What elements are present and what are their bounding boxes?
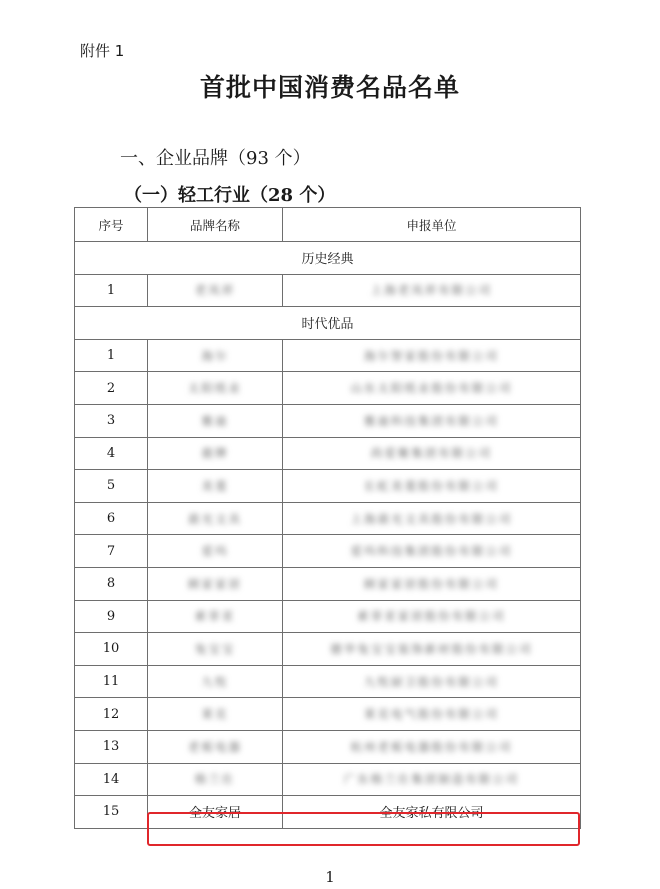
row-brand	[148, 502, 283, 535]
highlight-box	[147, 812, 580, 846]
attachment-label: 附件 1	[80, 42, 125, 60]
unit-name: 尚爱聚集团有限公司	[370, 446, 493, 461]
row-unit	[283, 665, 581, 698]
category-row-modern	[75, 307, 581, 340]
table-header-row	[75, 208, 581, 242]
table-row	[75, 339, 581, 372]
row-no: 9	[75, 600, 148, 633]
row-brand	[148, 339, 283, 372]
unit-name: 索菲亚家居股份有限公司	[357, 609, 506, 624]
unit-name: 杭州老板电器股份有限公司	[350, 739, 513, 754]
table-row	[75, 730, 581, 763]
unit-name: 广东格兰仕集团制造有限公司	[343, 772, 520, 787]
section-heading: 一、企业品牌（93 个）	[120, 148, 311, 169]
brand-name: 鹿牌	[201, 446, 229, 461]
row-no: 1	[75, 339, 148, 372]
table-row	[75, 763, 581, 796]
row-no: 15	[75, 796, 148, 829]
table-row	[75, 535, 581, 568]
table-row	[75, 372, 581, 405]
row-no: 8	[75, 567, 148, 600]
brand-list-table	[74, 207, 581, 829]
table-row	[75, 567, 581, 600]
subsection-heading: （一）轻工行业（28 个）	[124, 185, 336, 206]
row-brand	[148, 535, 283, 568]
row-no: 7	[75, 535, 148, 568]
row-no: 3	[75, 404, 148, 437]
row-no: 13	[75, 730, 148, 763]
header-unit: 申报单位	[283, 208, 581, 242]
row-unit	[283, 339, 581, 372]
page-number: 1	[325, 868, 335, 886]
brand-name: 莱克	[201, 707, 229, 722]
row-no: 1	[75, 274, 148, 307]
unit-name: 雅迪科技集团有限公司	[364, 413, 499, 428]
row-no: 6	[75, 502, 148, 535]
table-row	[75, 437, 581, 470]
row-unit	[283, 372, 581, 405]
unit-name: 九牧厨卫股份有限公司	[364, 674, 499, 689]
unit-name: 上海老凤祥有限公司	[370, 283, 493, 298]
category-row-history	[75, 242, 581, 275]
row-unit	[283, 437, 581, 470]
row-brand: 全友家居	[148, 796, 283, 829]
row-unit	[283, 730, 581, 763]
table-row	[75, 600, 581, 633]
row-no: 11	[75, 665, 148, 698]
row-brand	[148, 372, 283, 405]
brand-name: 老凤祥	[194, 283, 236, 298]
table-row	[75, 502, 581, 535]
row-unit	[283, 502, 581, 535]
row-brand	[148, 730, 283, 763]
header-brand: 品牌名称	[148, 208, 283, 242]
unit-name: 海尔智家股份有限公司	[364, 348, 499, 363]
row-unit	[283, 470, 581, 503]
brand-name: 美菱	[201, 478, 229, 493]
row-unit	[283, 404, 581, 437]
row-no: 2	[75, 372, 148, 405]
header-no: 序号	[75, 208, 148, 242]
row-brand	[148, 698, 283, 731]
brand-name: 海尔	[201, 348, 229, 363]
row-brand	[148, 437, 283, 470]
table-row	[75, 404, 581, 437]
table-row	[75, 274, 581, 307]
row-unit: 全友家私有限公司	[283, 796, 581, 829]
row-no: 14	[75, 763, 148, 796]
row-no: 5	[75, 470, 148, 503]
brand-name: 顾家家居	[188, 576, 242, 591]
row-unit	[283, 600, 581, 633]
unit-name: 山东太阳纸业股份有限公司	[350, 381, 513, 396]
row-brand	[148, 404, 283, 437]
table-row	[75, 633, 581, 666]
unit-name: 爱玛科技集团股份有限公司	[350, 544, 513, 559]
brand-name: 老板电器	[188, 739, 242, 754]
category-history-label: 历史经典	[75, 242, 581, 275]
unit-name: 上海晨光文具股份有限公司	[350, 511, 513, 526]
brand-name: 爱玛	[201, 544, 229, 559]
brand-name: 九牧	[201, 674, 229, 689]
row-unit	[283, 633, 581, 666]
row-brand	[148, 600, 283, 633]
brand-name: 太阳纸业	[188, 381, 242, 396]
row-brand	[148, 633, 283, 666]
row-brand	[148, 567, 283, 600]
document-title: 首批中国消费名品名单	[199, 73, 460, 102]
table-row	[75, 665, 581, 698]
row-unit	[283, 535, 581, 568]
row-unit	[283, 567, 581, 600]
row-brand	[148, 763, 283, 796]
row-no: 4	[75, 437, 148, 470]
brand-name: 兔宝宝	[194, 641, 236, 656]
category-modern-label: 时代优品	[75, 307, 581, 340]
unit-name: 德华兔宝宝装饰新材股份有限公司	[330, 641, 533, 656]
row-brand	[148, 665, 283, 698]
brand-name: 格兰仕	[194, 772, 236, 787]
row-no: 12	[75, 698, 148, 731]
brand-name: 晨光文具	[188, 511, 242, 526]
row-unit	[283, 763, 581, 796]
table-row	[75, 470, 581, 503]
brand-name: 雅迪	[201, 413, 229, 428]
row-unit	[283, 274, 581, 307]
unit-name: 莱克电气股份有限公司	[364, 707, 499, 722]
unit-name: 长虹美菱股份有限公司	[364, 478, 499, 493]
table-row	[75, 698, 581, 731]
brand-name: 索菲亚	[194, 609, 236, 624]
row-brand	[148, 470, 283, 503]
row-unit	[283, 698, 581, 731]
row-brand	[148, 274, 283, 307]
unit-name: 顾家家居股份有限公司	[364, 576, 499, 591]
row-no: 10	[75, 633, 148, 666]
